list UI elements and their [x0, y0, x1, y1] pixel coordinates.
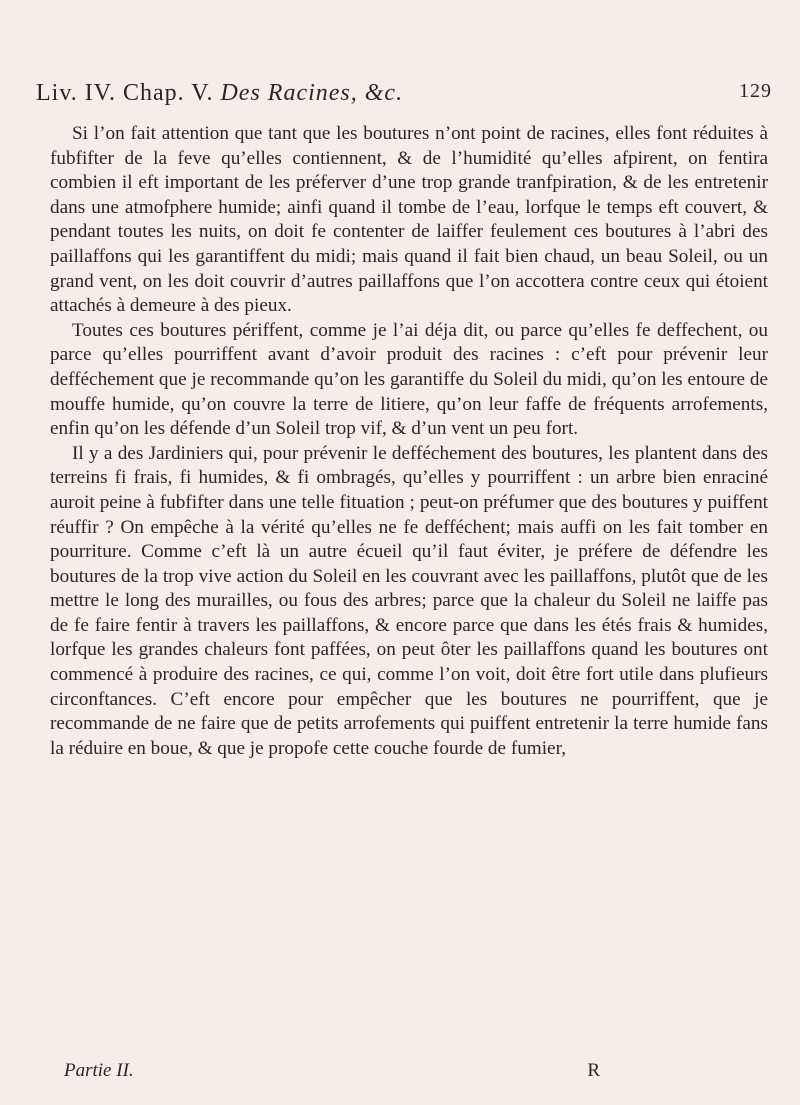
paragraph: Toutes ces boutures périffent, comme je l’ai déja dit, ou parce qu’elles fe deffechent, ou parce qu’elles pourriffent avant d’avoir produit des racines : c’eft pour prévenir leur defféchement que je recommande qu’on les garantiffe du Soleil du midi, qu’on les entoure de mouffe humide, qu’on couvre la terre de litiere, qu’on leur faffe de fréquents arrofements, enfin qu’on les défende d’un Soleil trop vif, & d’un vent un peu fort. — [50, 319, 768, 440]
running-header — [36, 80, 772, 107]
page-number: 129 — [739, 80, 772, 102]
chapter-title: Des Racines, &c. — [220, 80, 404, 106]
paragraph: Si l’on fait attention que tant que les boutures n’ont point de racines, elles font réduites à fubfifter de la feve qu’elles contiennent, & de l’humidité qu’elles afpirent, on fentira combien il eft important de les préferver d’une trop grande tranfpiration, & de les entretenir dans une atmofphere humide; ainfi quand il tombe de l’eau, lorfque le temps eft couvert, & pendant toutes les nuits, on doit fe contenter de laiffer feulement ces boutures à l’abri des paillaffons qui les garantiffent du midi; mais quand il fait bien chaud, un beau Soleil, ou un grand vent, on les doit couvrir d’autres paillaffons que l’on accottera contre ceux qui étoient attachés à demeure à des pieux. — [50, 123, 768, 317]
paragraph: Il y a des Jardiniers qui, pour prévenir le defféchement des boutures, les plantent dans des terreins fi frais, fi humides, & fi ombragés, qu’elles y pourriffent : un arbre bien enraciné auroit peine à fubfifter dans une telle fituation ; peut-on préfumer que des boutures y puiffent réuffir ? On empêche à la vérité qu’elles ne fe defféchent; mais auffi on les fait tomber en pourriture. Comme c’eft là un autre écueil qu’il faut éviter, je préfere de défendre les boutures de la trop vive action du Soleil en les couvrant avec les paillaffons, plutôt que de les mettre le long des murailles, ou fous des arbres; parce que la chaleur du Soleil ne laiffe pas de fe faire fentir à travers les paillaffons, & encore parce que dans les étés frais & humides, lorfque les grandes chaleurs font paffées, on peut ôter les paillaffons quand les boutures ont commencé à produire des racines, ce qui, comme l’on voit, doit être fort utile dans plufieurs circonftances. C’eft encore pour empêcher que les boutures ne pourriffent, que je recommande de ne faire que de petits arrofements qui puiffent entretenir la terre humide fans la réduire en boue, & que je propofe cette couche fourde de fumier, — [50, 442, 768, 759]
volume-part: Partie II. — [64, 1060, 134, 1081]
book-chapter-heading: Liv. IV. Chap. V. — [36, 80, 214, 106]
body-text — [50, 122, 768, 761]
signature-mark: R — [587, 1060, 600, 1081]
page-footer — [64, 1060, 620, 1082]
